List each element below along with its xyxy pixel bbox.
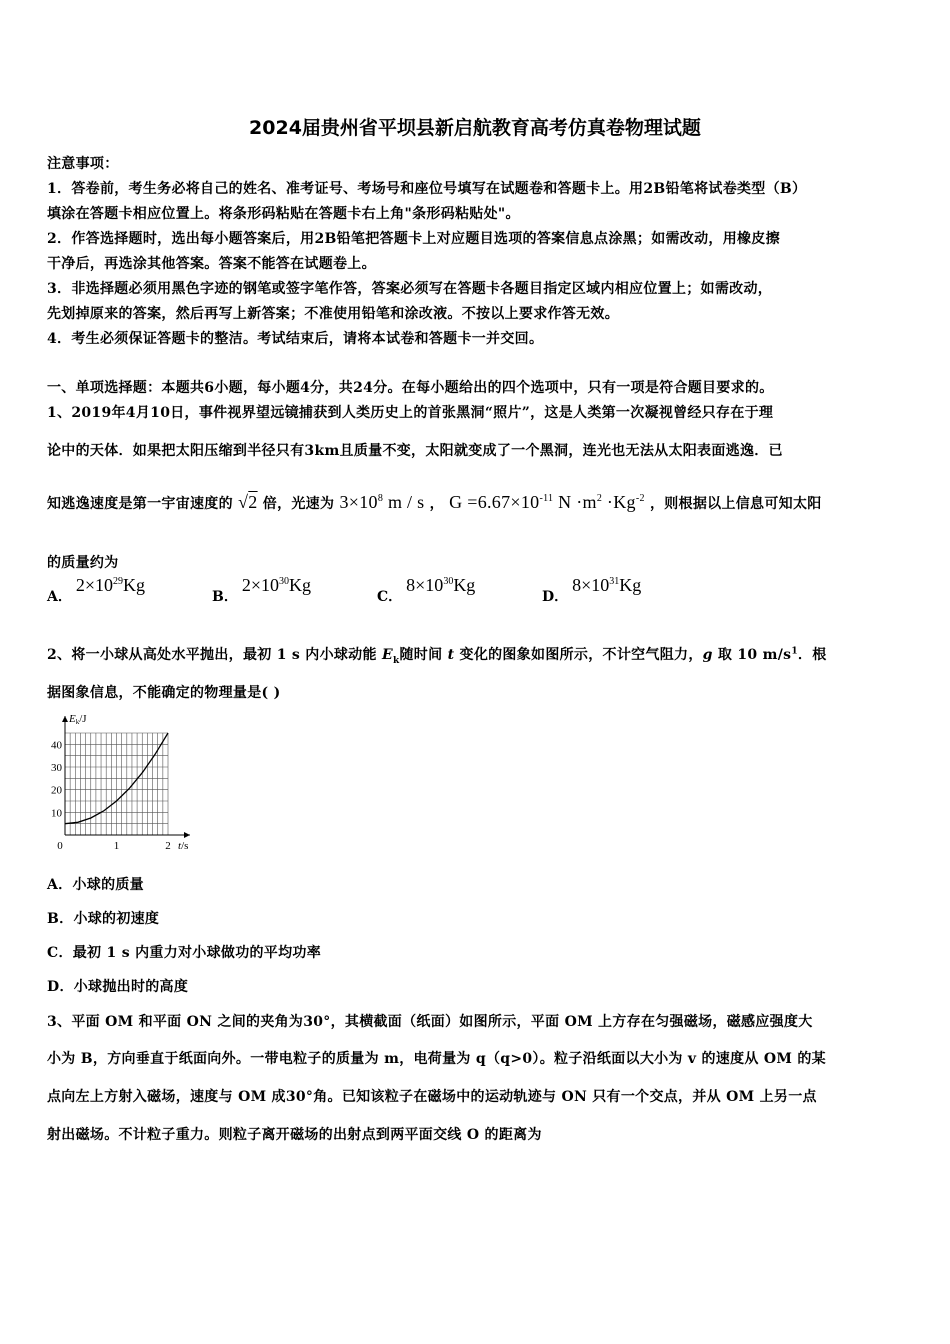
- q2-t-symbol: t: [447, 647, 455, 663]
- option-label: B．: [47, 911, 74, 927]
- q2-option-c[interactable]: [47, 942, 321, 962]
- option-value: [406, 575, 475, 595]
- notice-line: 干净后，再选涂其他答案。答案不能答在试题卷上。: [47, 256, 376, 272]
- option-value: [76, 575, 145, 595]
- q1-line1: 1、2019年4月10日，事件视界望远镜捕获到人类历史上的首张黑洞“照片”，这是人类第一次凝视曾经只存在于理: [47, 405, 774, 421]
- option-text: 最初 1 s 内重力对小球做功的平均功率: [72, 945, 321, 961]
- x-tick-label: 1: [113, 840, 120, 852]
- q2-option-b[interactable]: [47, 908, 159, 928]
- c-unit: m / s: [383, 492, 425, 512]
- sqrt-two: [238, 492, 258, 512]
- q1-line4: 的质量约为: [47, 555, 119, 571]
- q1-option-d[interactable]: [542, 575, 642, 606]
- g-unit-kg-exp: -2: [635, 493, 645, 504]
- option-mantissa: 8×10: [406, 575, 444, 595]
- x-tick-label: 2: [165, 840, 171, 852]
- q1-option-a[interactable]: [47, 575, 146, 606]
- q2-unit-sup: 1: [791, 646, 798, 657]
- option-text: 小球抛出时的高度: [73, 979, 189, 995]
- q2-option-a[interactable]: [47, 874, 144, 894]
- page-title: 2024届贵州省平坝县新启航教育高考仿真卷物理试题: [249, 117, 701, 139]
- c-exponent: 8: [377, 493, 384, 504]
- q2-line2: 据图象信息，不能确定的物理量是( ): [47, 685, 281, 701]
- q2-g-symbol: g: [702, 647, 713, 663]
- notice-heading: 注意事项：: [47, 156, 119, 172]
- option-text: 小球的质量: [72, 877, 144, 893]
- y-axis-arrow: [62, 716, 68, 722]
- y-tick-label: 30: [51, 762, 62, 774]
- q1-line3d: ，则根据以上信息可知太阳: [649, 496, 822, 512]
- q2-line1: [47, 644, 827, 666]
- q3-line2: 小为 B，方向垂直于纸面向外。一带电粒子的质量为 m，电荷量为 q（q>0）。粒子沿纸面以大小为 v 的速度从 OM 的某: [47, 1051, 826, 1067]
- option-label: D．: [542, 589, 569, 605]
- option-mantissa: 2×10: [75, 575, 114, 595]
- g-unit-m-exp: 2: [596, 493, 603, 504]
- option-exponent: 31: [609, 576, 620, 587]
- q1-line3: [47, 492, 822, 513]
- notice-line: 2．作答选择题时，选出每小题答案后，用2B铅笔把答题卡上对应题目选项的答案信息点涂黑；如需改动，用橡皮擦: [47, 231, 780, 247]
- option-exponent: 30: [443, 576, 454, 587]
- option-value: [572, 575, 641, 595]
- option-label: A．: [47, 877, 73, 893]
- option-unit: Kg: [289, 575, 311, 595]
- sqrt-symbol: √: [238, 492, 249, 512]
- q1-option-c[interactable]: [377, 575, 476, 606]
- notice-line: 1．答卷前，考生务必将自己的姓名、准考证号、考场号和座位号填写在试题卷和答题卡上。用2B铅笔将试卷类型（B）: [47, 181, 807, 197]
- q1-option-b[interactable]: [212, 575, 311, 606]
- y-tick-label: 20: [51, 784, 62, 797]
- g-unit-n: N ·m: [553, 492, 597, 512]
- option-label: D．: [47, 979, 74, 995]
- x-axis-arrow: [184, 832, 190, 838]
- speed-of-light: [339, 492, 424, 512]
- option-label: C．: [377, 589, 403, 605]
- option-unit: Kg: [619, 575, 642, 595]
- notice-line: 填涂在答题卡相应位置上。将条形码粘贴在答题卡右上角"条形码粘贴处"。: [47, 206, 520, 222]
- q3-line1: 3、平面 OM 和平面 ON 之间的夹角为30°，其横截面（纸面）如图所示，平面 OM 上方存在匀强磁场，磁感应强度大: [47, 1014, 813, 1030]
- y-axis-label: Ek/J: [69, 713, 87, 726]
- section-heading: 一、单项选择题：本题共6小题，每小题4分，共24分。在每小题给出的四个选项中，只有一项是符合题目要求的。: [47, 380, 774, 396]
- q2-option-d[interactable]: [47, 976, 188, 996]
- notice-line: 4．考生必须保证答题卡的整洁。考试结束后，请将本试卷和答题卡一并交回。: [47, 331, 544, 347]
- notice-line: 先划掉原来的答案，然后再写上新答案；不准使用铅笔和涂改液。不按以上要求作答无效。: [47, 306, 619, 322]
- y-tick-label: 10: [51, 807, 62, 820]
- option-exponent: 29: [113, 576, 124, 587]
- option-mantissa: 8×10: [572, 575, 610, 595]
- x-axis-label: t/s: [178, 840, 189, 852]
- option-label: A．: [47, 589, 72, 605]
- q2-text: 2、将一小球从高处水平抛出，最初 1 s 内小球动能: [47, 647, 382, 663]
- option-mantissa: 2×10: [241, 575, 279, 595]
- option-unit: Kg: [123, 575, 146, 595]
- notice-line: 3．非选择题必须用黑色字迹的钢笔或签字笔作答，答案必须写在答题卡各题目指定区域内相应位置上；如需改动，: [47, 281, 773, 297]
- g-unit-kg: ·Kg: [602, 492, 636, 512]
- q2-text: 变化的图象如图所示，不计空气阻力，: [454, 647, 703, 663]
- q1-line3c: ，: [429, 496, 444, 512]
- q1-line2: 论中的天体．如果把太阳压缩到半径只有3km且质量不变，太阳就变成了一个黑洞，连光也无法从太阳表面逃逸．已: [47, 443, 783, 459]
- gravitational-constant: [449, 492, 645, 512]
- option-value: [242, 575, 311, 595]
- q1-line3b: 倍，光速为: [262, 496, 335, 512]
- q2-ek-sub: k: [392, 655, 400, 666]
- option-unit: Kg: [453, 575, 476, 595]
- g-value: G =6.67×10: [449, 492, 540, 512]
- sqrt-argument: 2: [248, 492, 258, 512]
- q2-text: 随时间: [399, 647, 448, 663]
- option-text: 小球的初速度: [73, 911, 160, 927]
- option-label: C．: [47, 945, 73, 961]
- c-mantissa: 3×10: [339, 492, 378, 512]
- g-exponent: -11: [539, 493, 554, 504]
- ek-time-chart: [40, 708, 200, 858]
- q2-text: 取 10 m/s: [712, 647, 792, 663]
- origin-label: 0: [57, 840, 63, 852]
- q3-line4: 射出磁场。不计粒子重力。则粒子离开磁场的出射点到两平面交线 O 的距离为: [47, 1127, 542, 1143]
- option-exponent: 30: [279, 576, 289, 587]
- q2-ek-symbol: E: [381, 647, 393, 663]
- y-tick-label: 40: [51, 739, 62, 752]
- q1-line3a: 知逃逸速度是第一宇宙速度的: [47, 496, 233, 512]
- q2-text: ．根: [797, 647, 827, 663]
- q3-line3: 点向左上方射入磁场，速度与 OM 成30°角。已知该粒子在磁场中的运动轨迹与 ON 只有一个交点，并从 OM 上另一点: [47, 1089, 817, 1105]
- option-label: B．: [212, 589, 238, 605]
